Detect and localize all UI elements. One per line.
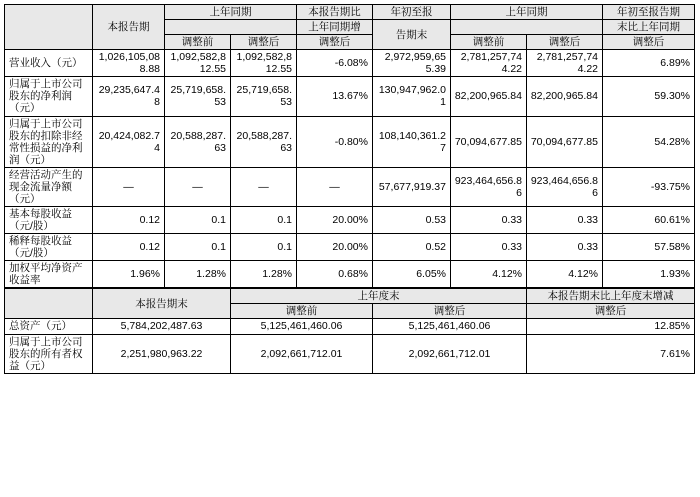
table-row (5, 319, 695, 334)
header-increase-decrease: 调整后 (603, 35, 695, 50)
table-row (5, 50, 695, 77)
cell-cashflow-ytd-change: -93.75% (603, 167, 695, 206)
cell-revenue-change: -6.08% (297, 50, 373, 77)
header-last-year-end: 上年度末 (231, 289, 527, 304)
table-row (5, 234, 695, 261)
header-adjust-before-2: 调整前 (451, 35, 527, 50)
header-vs-decrease: 调整后 (297, 35, 373, 50)
header2-adjust-after: 调整后 (373, 304, 527, 319)
cell-equity-adj-after: 2,092,661,712.01 (373, 334, 527, 373)
cell-cashflow-change: — (297, 167, 373, 206)
cell-deducted-last-before: 20,588,287.63 (165, 116, 231, 167)
table-row (5, 334, 695, 373)
header-last-year-same-period: 上年同期 (165, 5, 297, 20)
cell-roe-ytd: 6.05% (373, 261, 451, 288)
header-adjust-after: 调整后 (231, 35, 297, 50)
cell-basic-eps-change: 20.00% (297, 206, 373, 233)
cell-cashflow-ly-before: 923,464,656.86 (451, 167, 527, 206)
cell-roe-last-before: 1.28% (165, 261, 231, 288)
row-label-basic-eps: 基本每股收益（元/股） (5, 206, 93, 233)
cell-roe-ly-before: 4.12% (451, 261, 527, 288)
cell-cashflow-ly-after: 923,464,656.86 (527, 167, 603, 206)
cell-equity-change: 7.61% (527, 334, 695, 373)
header-ytd: 年初至报 (373, 5, 451, 20)
cell-revenue-period: 1,026,105,088.88 (93, 50, 165, 77)
cell-diluted-eps-period: 0.12 (93, 234, 165, 261)
header-period-end: 本报告期末 (93, 289, 231, 319)
cell-diluted-eps-ytd: 0.52 (373, 234, 451, 261)
cell-cashflow-last-after: — (231, 167, 297, 206)
cell-basic-eps-last-before: 0.1 (165, 206, 231, 233)
cell-diluted-eps-ly-after: 0.33 (527, 234, 603, 261)
balance-sheet-table (4, 288, 695, 373)
header-period-vs: 本报告期比 (297, 5, 373, 20)
row-label-net-profit: 归属于上市公司股东的净利润（元） (5, 77, 93, 116)
cell-diluted-eps-last-before: 0.1 (165, 234, 231, 261)
cell-revenue-last-before: 1,092,582,812.55 (165, 50, 231, 77)
cell-total-assets-adj-after: 5,125,461,460.06 (373, 319, 527, 334)
cell-net-profit-change: 13.67% (297, 77, 373, 116)
header2-adjust-before: 调整前 (231, 304, 373, 319)
row-label-net-profit-deducted: 归属于上市公司股东的扣除非经常性损益的净利润（元） (5, 116, 93, 167)
cell-net-profit-last-after: 25,719,658.53 (231, 77, 297, 116)
table2-header-row-1 (5, 289, 695, 304)
header-adjust-after-2: 调整后 (527, 35, 603, 50)
cell-equity-period-end: 2,251,980,963.22 (93, 334, 231, 373)
cell-net-profit-ytd: 130,947,962.01 (373, 77, 451, 116)
cell-total-assets-period-end: 5,784,202,487.63 (93, 319, 231, 334)
cell-basic-eps-ly-before: 0.33 (451, 206, 527, 233)
cell-basic-eps-ytd-change: 60.61% (603, 206, 695, 233)
header2-adjust-after-2: 调整后 (527, 304, 695, 319)
cell-net-profit-period: 29,235,647.48 (93, 77, 165, 116)
cell-total-assets-change: 12.85% (527, 319, 695, 334)
header-blank-adjust (165, 20, 297, 35)
cell-deducted-ytd-change: 54.28% (603, 116, 695, 167)
header-vs-last-year-increase: 上年同期增 (297, 20, 373, 35)
cell-roe-ytd-change: 1.93% (603, 261, 695, 288)
row-label-revenue: 营业收入（元） (5, 50, 93, 77)
cell-roe-period: 1.96% (93, 261, 165, 288)
cell-cashflow-period: — (93, 167, 165, 206)
cell-deducted-ly-before: 70,094,677.85 (451, 116, 527, 167)
cell-basic-eps-ytd: 0.53 (373, 206, 451, 233)
cell-deducted-ly-after: 70,094,677.85 (527, 116, 603, 167)
header-period-end-vs-last-year-end: 本报告期末比上年度末增减 (527, 289, 695, 304)
cell-net-profit-ly-after: 82,200,965.84 (527, 77, 603, 116)
cell-net-profit-ytd-change: 59.30% (603, 77, 695, 116)
row-label-diluted-eps: 稀释每股收益（元/股） (5, 234, 93, 261)
table-row (5, 261, 695, 288)
cell-equity-adj-before: 2,092,661,712.01 (231, 334, 373, 373)
corner-cell-2 (5, 289, 93, 319)
cell-diluted-eps-last-after: 0.1 (231, 234, 297, 261)
header-ytd-period-end: 告期末 (373, 20, 451, 50)
corner-cell (5, 5, 93, 50)
cell-total-assets-adj-before: 5,125,461,460.06 (231, 319, 373, 334)
header-blank-adjust-2 (451, 20, 603, 35)
cell-deducted-ytd: 108,140,361.27 (373, 116, 451, 167)
cell-deducted-change: -0.80% (297, 116, 373, 167)
cell-revenue-ly-before: 2,781,257,744.22 (451, 50, 527, 77)
header-vs-last-year-end: 末比上年同期 (603, 20, 695, 35)
cell-basic-eps-last-after: 0.1 (231, 206, 297, 233)
row-label-roe: 加权平均净资产收益率 (5, 261, 93, 288)
cell-roe-change: 0.68% (297, 261, 373, 288)
quarterly-metrics-table (4, 4, 695, 288)
cell-net-profit-ly-before: 82,200,965.84 (451, 77, 527, 116)
header-current-period: 本报告期 (93, 5, 165, 50)
cell-basic-eps-ly-after: 0.33 (527, 206, 603, 233)
table-row (5, 116, 695, 167)
cell-roe-ly-after: 4.12% (527, 261, 603, 288)
cell-diluted-eps-change: 20.00% (297, 234, 373, 261)
table-row (5, 77, 695, 116)
header-ytd-vs: 年初至报告期 (603, 5, 695, 20)
cell-basic-eps-period: 0.12 (93, 206, 165, 233)
table-row (5, 167, 695, 206)
header-adjust-before: 调整前 (165, 35, 231, 50)
cell-revenue-ly-after: 2,781,257,744.22 (527, 50, 603, 77)
cell-deducted-period: 20,424,082.74 (93, 116, 165, 167)
cell-revenue-last-after: 1,092,582,812.55 (231, 50, 297, 77)
cell-cashflow-last-before: — (165, 167, 231, 206)
cell-diluted-eps-ly-before: 0.33 (451, 234, 527, 261)
cell-deducted-last-after: 20,588,287.63 (231, 116, 297, 167)
cell-net-profit-last-before: 25,719,658.53 (165, 77, 231, 116)
cell-revenue-ytd-change: 6.89% (603, 50, 695, 77)
row-label-operating-cashflow: 经营活动产生的现金流量净额（元） (5, 167, 93, 206)
row-label-equity: 归属于上市公司股东的所有者权益（元） (5, 334, 93, 373)
table-header-row-1 (5, 5, 695, 20)
cell-revenue-ytd: 2,972,959,655.39 (373, 50, 451, 77)
cell-roe-last-after: 1.28% (231, 261, 297, 288)
table-row (5, 206, 695, 233)
cell-cashflow-ytd: 57,677,919.37 (373, 167, 451, 206)
row-label-total-assets: 总资产（元） (5, 319, 93, 334)
header-last-year-same-period-2: 上年同期 (451, 5, 603, 20)
cell-diluted-eps-ytd-change: 57.58% (603, 234, 695, 261)
